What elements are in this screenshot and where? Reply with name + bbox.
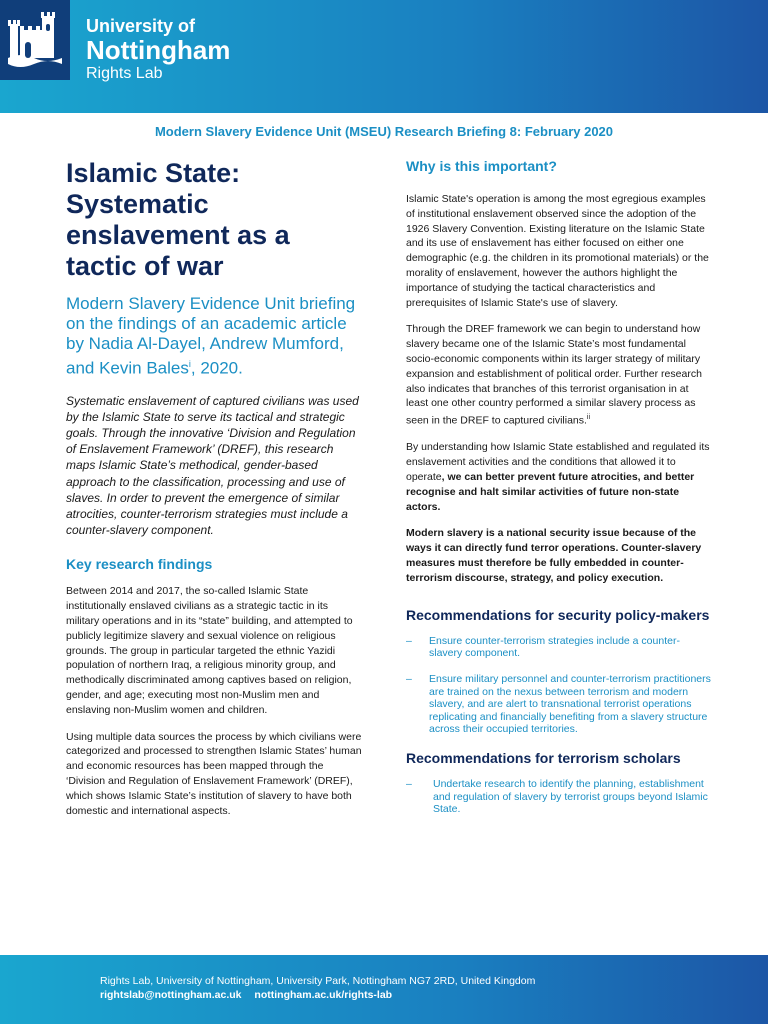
left-column: [66, 158, 362, 818]
rec-scholars-item-1: Undertake research to identify the planning, establishment and regulation of slavery by terrorist groups beyond Islamic State.: [433, 778, 708, 816]
page-title: Islamic State: Systematic enslavement as a tactic of war: [66, 158, 290, 281]
footer-email-link[interactable]: rightslab@nottingham.ac.uk: [100, 989, 242, 1001]
briefing-line: Modern Slavery Evidence Unit (MSEU) Research Briefing 8: February 2020: [154, 124, 614, 139]
why-paragraph-3: [406, 440, 712, 514]
page-header: [0, 0, 768, 113]
findings-heading: Key research findings: [66, 556, 213, 573]
subtitle-end: , 2020.: [190, 358, 243, 378]
why-paragraph-2-text: Through the DREF framework we can begin to understand how slavery became one of the Islamic State’s most fundamental socio-economic components within its larger strategy of military expansion and establishment of political order. Further research also indicates that branches of this terrorist organisation in at least one other country performed a similar slavery process as seen in the DREF to captured civilians.: [406, 323, 702, 427]
subtitle-endnote-marker: i: [188, 359, 191, 369]
dash-bullet: –: [406, 778, 412, 791]
why-paragraph-3-text: By understanding how Islamic State established and regulated its enslavement activities and the conditions that allowed it to operate: [406, 441, 710, 484]
brand-text: [86, 16, 230, 84]
rec-security-list: [406, 635, 712, 736]
university-logo: [0, 0, 70, 80]
university-name-line1: University of: [86, 16, 196, 36]
dash-bullet: –: [406, 673, 412, 686]
unit-name: Rights Lab: [86, 65, 163, 82]
footer-website-link[interactable]: nottingham.ac.uk/rights-lab: [254, 989, 393, 1001]
why-paragraph-2: [406, 322, 712, 428]
list-item: [406, 635, 712, 660]
subtitle-main: Modern Slavery Evidence Unit briefing on the findings of an academic article by Nadia Al-Dayel, Andrew Mumford, and Kevin Bales: [66, 294, 356, 378]
university-name-line2: Nottingham: [86, 35, 231, 65]
right-column: [406, 158, 712, 830]
list-item: [406, 673, 712, 735]
why-heading: Why is this important?: [406, 158, 557, 174]
lead-summary: Systematic enslavement of captured civilians was used by the Islamic State to serve its tactical and strategic goals. Through the innovative ‘Division and Regulation of Enslavement Framework’ (DREF), this research maps Islamic State’s methodical, gender-based approach to the classification, processing and use of slaves. In order to prevent the emergence of similar atrocities, counter-terrorism strategies must include a counter-slavery component.: [66, 393, 359, 538]
rec-scholars-list: [406, 778, 712, 815]
footer-contact: [100, 989, 392, 1001]
castle-crest-icon: [6, 10, 64, 68]
rec-scholars-heading: Recommendations for terrorism scholars: [406, 750, 681, 767]
page-subtitle: [66, 294, 362, 379]
list-item: [406, 778, 712, 815]
rec-security-heading: Recommendations for security policy-makers: [406, 606, 710, 623]
why-paragraph-1: Islamic State's operation is among the most egregious examples of institutional enslavement observed since the adoption of the 1926 Slavery Convention. Existing literature on the Islamic State and its use of enslavement has either focused on either one demographic (e.g. the children in its promotional materials) or the morality of enslavement, however the authors highlight the importance of studying the tactical characteristics and prerequisites of Islamic State's use of slavery.: [406, 193, 709, 309]
findings-paragraph-2: Using multiple data sources the process by which civilians were categorized and processed to strengthen Islamic States’ human and economic resources has been mapped through the ‘Division and Regulation of Enslavement Framework’ (DREF), which shows Islamic State’s institution of slavery to have both domestic and international aspects.: [66, 730, 362, 817]
rec-security-item-1: Ensure counter-terrorism strategies include a counter-slavery component.: [429, 634, 680, 660]
why-endnote-marker: ii: [586, 414, 591, 422]
page-footer: [0, 955, 768, 1024]
rec-security-item-2: Ensure military personnel and counter-terrorism practitioners are trained on the nexus between terrorism and modern slavery, and are alert to transnational terrorist operations replicating and financially benefiting from a slavery structure across their occupied territories.: [429, 673, 711, 736]
why-paragraph-4: Modern slavery is a national security issue because of the ways it can directly fund terror operations. Counter-slavery measures must therefore be fully embedded in counter-terrorism discourse, strategy, and policy execution.: [406, 527, 702, 584]
dash-bullet: –: [406, 634, 412, 647]
why-paragraph-3-bold: , we can better prevent future atrocities, and better recognise and halt similar activities of future non-state actors.: [406, 471, 695, 513]
footer-address: Rights Lab, University of Nottingham, University Park, Nottingham NG7 2RD, United Kingdom: [100, 975, 536, 987]
findings-paragraph-1: Between 2014 and 2017, the so-called Islamic State institutionally enslaved civilians as a strategic tactic in its military operations and in its “state” building, and attempted to publicly legitimize slavery and sexual violence on religious grounds. The group in particular targeted the ethnic Yazidi population of northern Iraq, a religious minority group, and methodically discriminated among captives based on religion, gender, and age; executing most non-Muslim men and enslaving non-Muslim women and children.: [66, 585, 353, 716]
